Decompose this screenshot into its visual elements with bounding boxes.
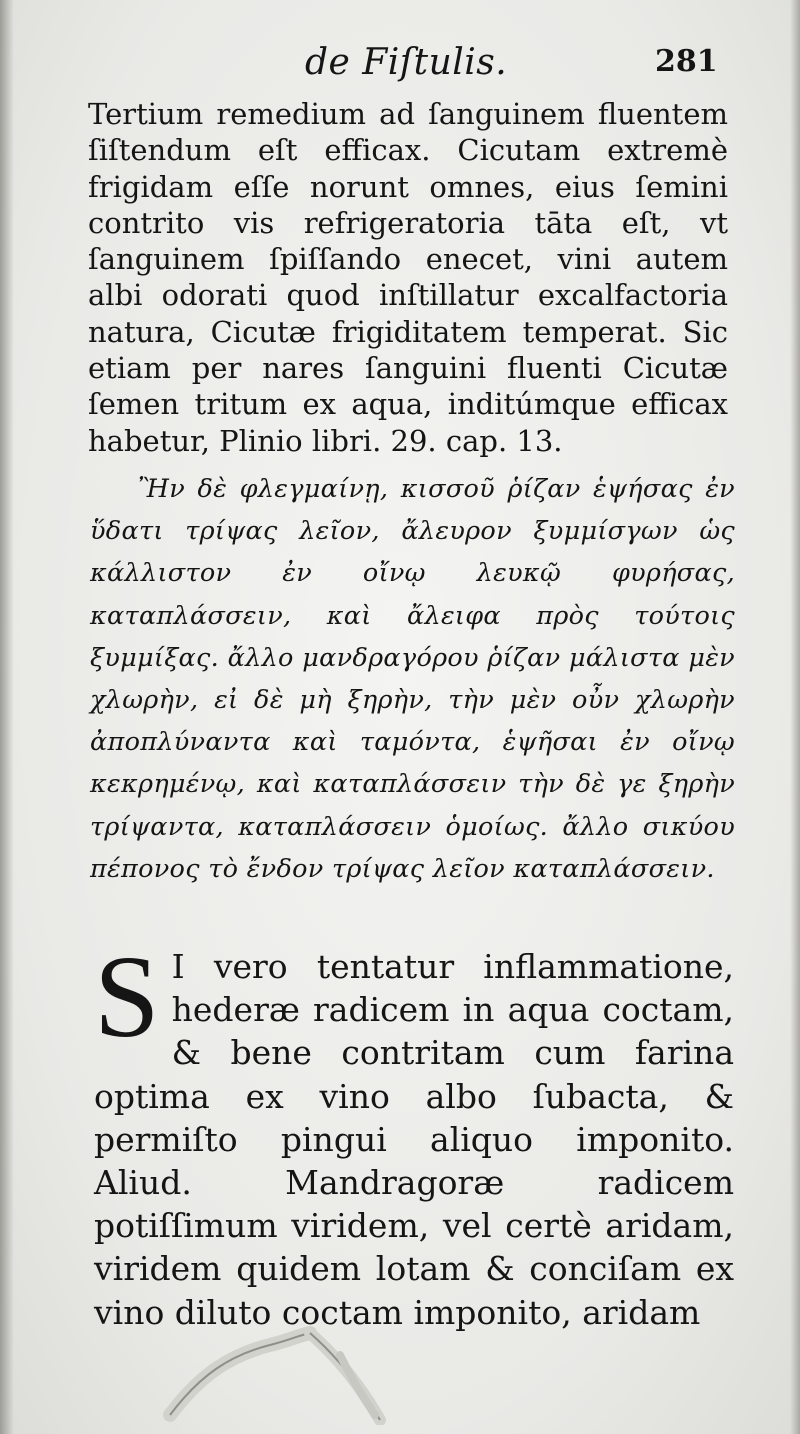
greek-paragraph (90, 468, 735, 890)
page-header (0, 42, 800, 92)
paper-damage-mark (160, 1315, 400, 1425)
latin-paragraph-2 (94, 931, 734, 1334)
running-head: de Fiſtulis. (305, 42, 508, 83)
latin-paragraph-2-text: I vero tentatur inflammatione, hederæ radicem in aqua coctam, & bene contritam cum farina optima ex vino albo ſubacta, & permiſto pingui aliquo imponito. Aliud. Mandragoræ radicem potiſſimum viridem, vel certè aridam, viridem quidem lotam & conciſam ex vino diluto coctam imponito, aridam (94, 947, 734, 1332)
page-number: 281 (655, 44, 718, 79)
drop-cap: S (94, 931, 160, 1062)
latin-paragraph-1: Tertium remedium ad ſanguinem fluentem ſiſtendum eſt efficax. Cicutam extremè frigidam eſſe norunt omnes, eius ſemini contrito vis refrigeratoria tāta eſt, vt ſanguinem ſpiſſando enecet, vini autem albi odorati quod inſtillatur excalfactoria natura, Cicutæ frigiditatem temperat. Sic etiam per nares ſanguini fluenti Cicutæ ſemen tritum ex aqua, inditúmque efficax habetur, Plinio libri. 29. cap. 13. (88, 97, 728, 458)
greek-paragraph-text: Ἢν δὲ φλεγμαίνῃ, κισσοῦ ῥίζαν ἑψήσας ἐν ὕδατι τρίψας λεῖον, ἄλευρον ξυμμίσγων ὡς κάλλιστον ἐν οἴνῳ λευκῷ φυρήσας, καταπλάσσειν, καὶ ἄλειφα πρὸς τούτοις ξυμμίξας. ἄλλο μανδραγόρου ῥίζαν μάλιστα μὲν χλωρὴν, εἰ δὲ μὴ ξηρὴν, τὴν μὲν οὖν χλωρὴν ἀποπλύναντα καὶ ταμόντα, ἑψῆσαι ἐν οἴνῳ κεκρημένῳ, καὶ καταπλάσσειν τὴν δὲ γε ξηρὴν τρίψαντα, καταπλάσσειν ὁμοίως. ἄλλο σικύου πέπονος τὸ ἔνδον τρίψας λεῖον καταπλάσσειν. (90, 474, 735, 884)
